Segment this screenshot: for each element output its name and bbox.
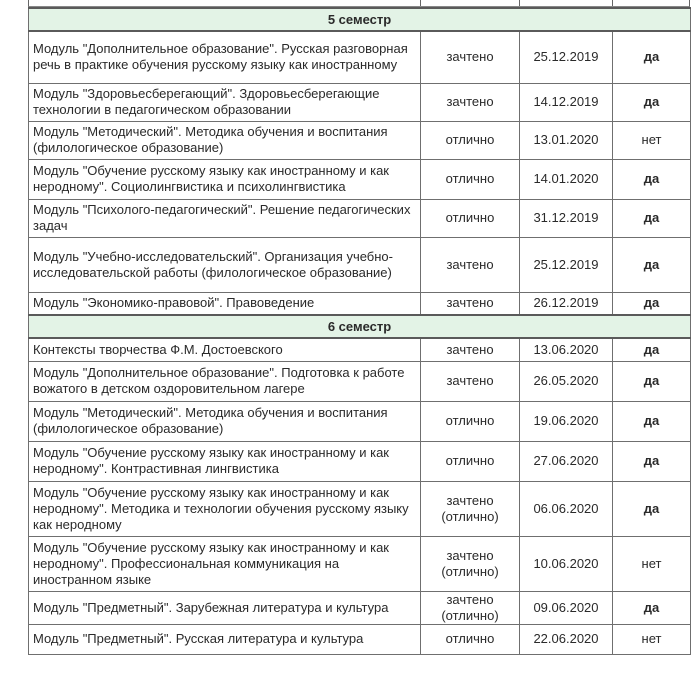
- course-row: [29, 31, 691, 83]
- course-row: [29, 624, 691, 654]
- course-date: 13.01.2020: [520, 121, 613, 159]
- course-grade: отлично: [421, 441, 520, 481]
- grades-table: [28, 7, 691, 655]
- course-grade: зачтено: [421, 338, 520, 361]
- semester-header: [29, 8, 691, 31]
- course-flag: да: [613, 481, 691, 536]
- course-date: 25.12.2019: [520, 31, 613, 83]
- course-grade: отлично: [421, 121, 520, 159]
- course-date: 26.12.2019: [520, 292, 613, 315]
- course-row: [29, 159, 691, 199]
- course-grade: отлично: [421, 624, 520, 654]
- course-grade: зачтено (отлично): [421, 536, 520, 591]
- course-row: [29, 481, 691, 536]
- course-name: Модуль "Методический". Методика обучения и воспитания (филологическое образование): [29, 121, 421, 159]
- course-row: [29, 361, 691, 401]
- course-flag: да: [613, 591, 691, 624]
- course-date: 09.06.2020: [520, 591, 613, 624]
- course-date: 10.06.2020: [520, 536, 613, 591]
- course-name: Модуль "Психолого-педагогический". Решение педагогических задач: [29, 199, 421, 237]
- course-name: Модуль "Дополнительное образование". Подготовка к работе вожатого в детском оздоровительном лагере: [29, 361, 421, 401]
- course-date: 14.01.2020: [520, 159, 613, 199]
- course-flag: да: [613, 361, 691, 401]
- course-name: Контексты творчества Ф.М. Достоевского: [29, 338, 421, 361]
- course-name: Модуль "Обучение русскому языку как иностранному и как неродному". Методика и технологии обучения русскому языку как неродному: [29, 481, 421, 536]
- course-flag: да: [613, 237, 691, 292]
- course-flag: нет: [613, 121, 691, 159]
- course-row: [29, 292, 691, 315]
- semester-title: 6 семестр: [29, 315, 691, 338]
- course-row: [29, 536, 691, 591]
- course-row: [29, 237, 691, 292]
- course-name: Модуль "Обучение русскому языку как иностранному и как неродному". Профессиональная коммуникация на иностранном языке: [29, 536, 421, 591]
- course-flag: да: [613, 31, 691, 83]
- course-row: [29, 83, 691, 121]
- course-flag: да: [613, 401, 691, 441]
- course-flag: да: [613, 292, 691, 315]
- course-flag: нет: [613, 536, 691, 591]
- course-row: [29, 121, 691, 159]
- course-flag: да: [613, 199, 691, 237]
- course-name: Модуль "Дополнительное образование". Русская разговорная речь в практике обучения русскому языку как иностранному: [29, 31, 421, 83]
- course-date: 26.05.2020: [520, 361, 613, 401]
- course-date: 27.06.2020: [520, 441, 613, 481]
- semester-header: [29, 315, 691, 338]
- course-name: Модуль "Предметный". Русская литература и культура: [29, 624, 421, 654]
- course-flag: да: [613, 338, 691, 361]
- course-grade: зачтено: [421, 361, 520, 401]
- course-grade: зачтено: [421, 83, 520, 121]
- course-flag: да: [613, 159, 691, 199]
- course-date: 22.06.2020: [520, 624, 613, 654]
- course-row: [29, 338, 691, 361]
- course-grade: зачтено: [421, 31, 520, 83]
- course-name: Модуль "Экономико-правовой". Правоведение: [29, 292, 421, 315]
- semester-title: 5 семестр: [29, 8, 691, 31]
- course-grade: отлично: [421, 159, 520, 199]
- course-row: [29, 401, 691, 441]
- course-date: 31.12.2019: [520, 199, 613, 237]
- course-flag: да: [613, 83, 691, 121]
- course-name: Модуль "Здоровьесберегающий". Здоровьесберегающие технологии в педагогическом образовании: [29, 83, 421, 121]
- course-grade: зачтено (отлично): [421, 481, 520, 536]
- course-name: Модуль "Учебно-исследовательский". Организация учебно-исследовательской работы (филологическое образование): [29, 237, 421, 292]
- course-name: Модуль "Методический". Методика обучения и воспитания (филологическое образование): [29, 401, 421, 441]
- course-date: 13.06.2020: [520, 338, 613, 361]
- course-date: 19.06.2020: [520, 401, 613, 441]
- course-grade: отлично: [421, 401, 520, 441]
- course-name: Модуль "Обучение русскому языку как иностранному и как неродному". Социолингвистика и психолингвистика: [29, 159, 421, 199]
- course-row: [29, 199, 691, 237]
- grades-document: [28, 0, 690, 655]
- previous-row-fragment: [28, 0, 690, 7]
- course-date: 25.12.2019: [520, 237, 613, 292]
- course-grade: зачтено: [421, 237, 520, 292]
- course-date: 06.06.2020: [520, 481, 613, 536]
- course-name: Модуль "Обучение русскому языку как иностранному и как неродному". Контрастивная лингвистика: [29, 441, 421, 481]
- course-flag: да: [613, 441, 691, 481]
- course-grade: отлично: [421, 199, 520, 237]
- course-grade: зачтено: [421, 292, 520, 315]
- course-row: [29, 591, 691, 624]
- course-row: [29, 441, 691, 481]
- course-name: Модуль "Предметный". Зарубежная литература и культура: [29, 591, 421, 624]
- course-date: 14.12.2019: [520, 83, 613, 121]
- course-grade: зачтено (отлично): [421, 591, 520, 624]
- course-flag: нет: [613, 624, 691, 654]
